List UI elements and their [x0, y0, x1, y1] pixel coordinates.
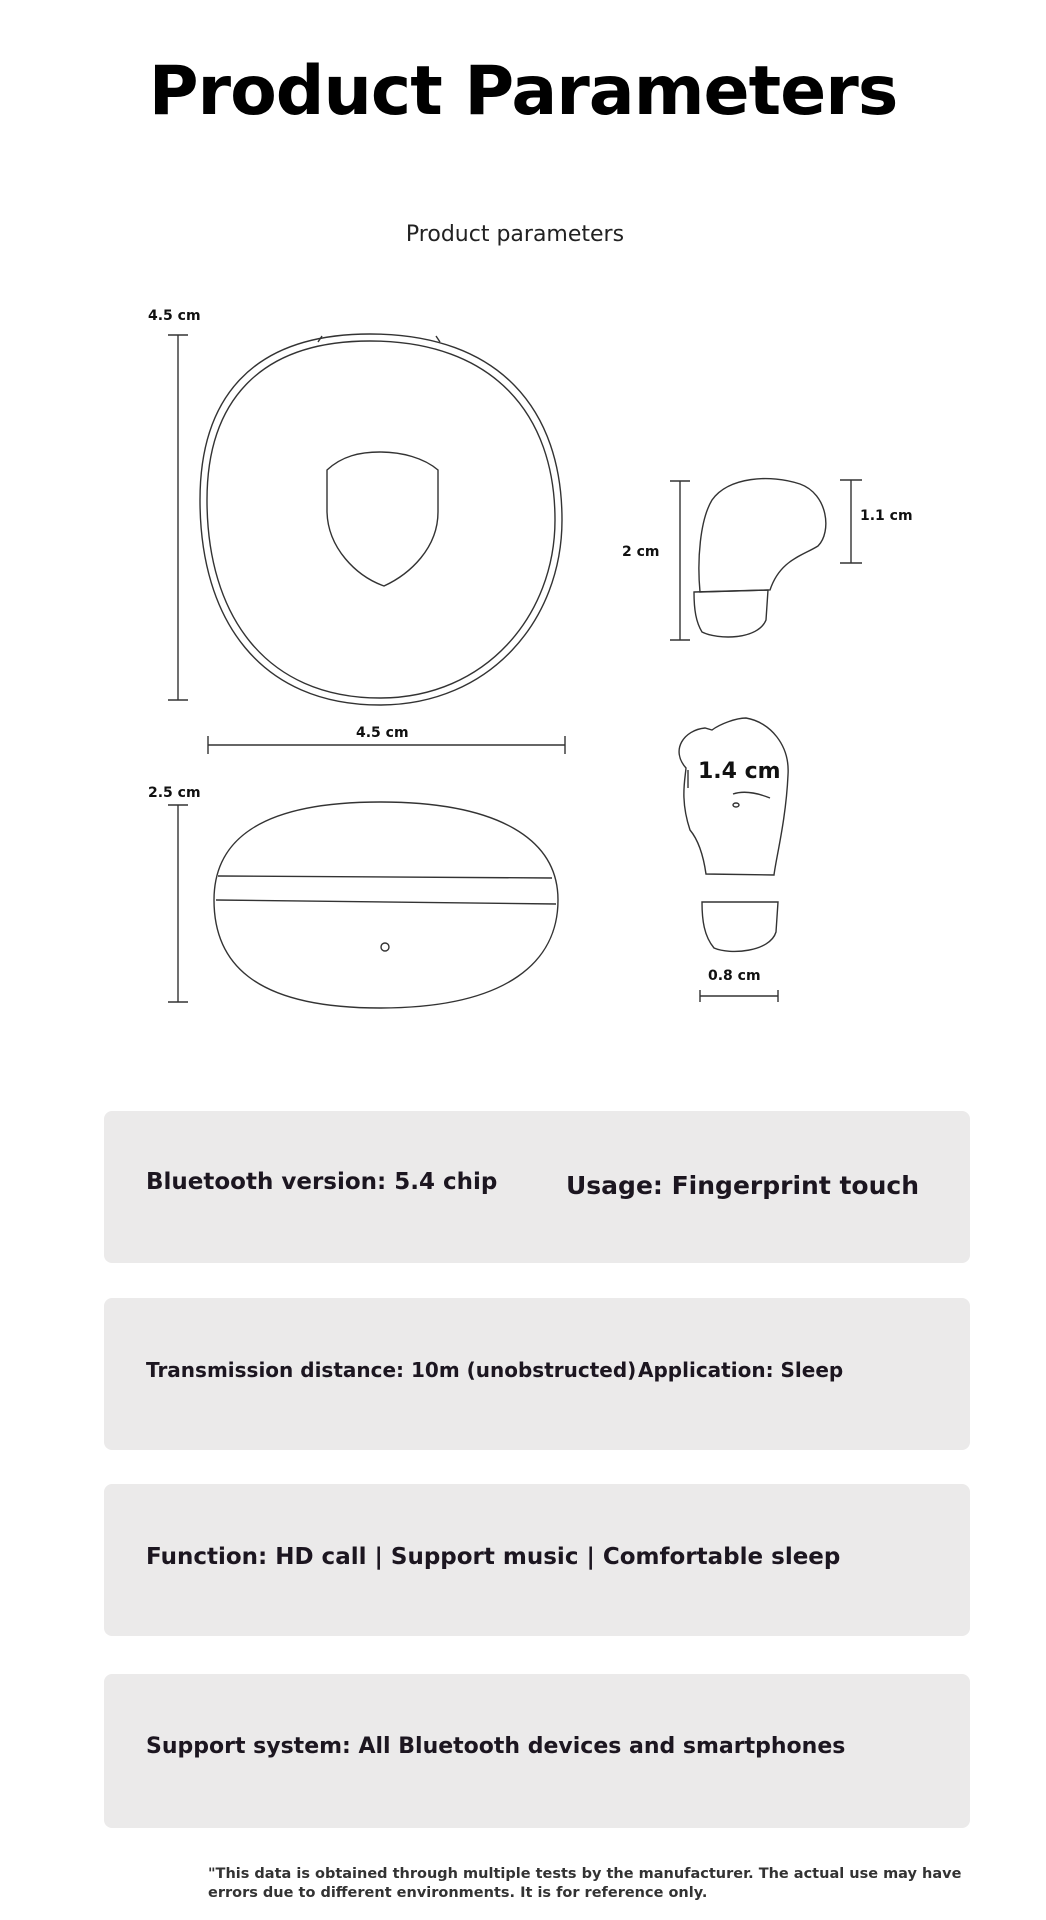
case-height-label: 4.5 cm	[148, 308, 201, 324]
earbud-side-view	[670, 479, 862, 640]
case-width-label: 4.5 cm	[356, 725, 409, 741]
case-top-view	[200, 334, 562, 705]
case-height-dimension	[168, 335, 188, 700]
shield-logo	[327, 452, 438, 586]
spec-transmission-distance: Transmission distance: 10m (unobstructed)	[146, 1358, 637, 1382]
disclaimer-note: "This data is obtained through multiple tests by the manufacturer. The actual use may have errors due to different environments. It is for reference only.	[208, 1866, 962, 1901]
earbud-height-label: 2 cm	[622, 544, 660, 560]
product-dimension-diagram	[0, 290, 1046, 1030]
spec-card-bluetooth	[104, 1111, 970, 1263]
earbud-width-label: 1.4 cm	[698, 759, 781, 784]
case-thickness-dimension	[168, 805, 188, 1002]
case-side-view	[214, 802, 558, 1008]
spec-usage: Usage: Fingerprint touch	[566, 1171, 920, 1200]
spec-card-system	[104, 1674, 970, 1828]
spec-support-system: Support system: All Bluetooth devices and smartphones	[146, 1734, 846, 1759]
spec-function: Function: HD call | Support music | Comfortable sleep	[146, 1544, 841, 1570]
earbud-head-height-label: 1.1 cm	[860, 508, 913, 524]
spec-card-function	[104, 1484, 970, 1636]
spec-card-transmission	[104, 1298, 970, 1450]
page-title: Product Parameters	[148, 52, 898, 131]
spec-application: Application: Sleep	[638, 1358, 844, 1382]
section-subtitle: Product parameters	[405, 222, 625, 247]
case-thickness-label: 2.5 cm	[148, 785, 201, 801]
spec-bluetooth-version: Bluetooth version: 5.4 chip	[146, 1169, 498, 1195]
earbud-tip-width-label: 0.8 cm	[708, 968, 761, 984]
